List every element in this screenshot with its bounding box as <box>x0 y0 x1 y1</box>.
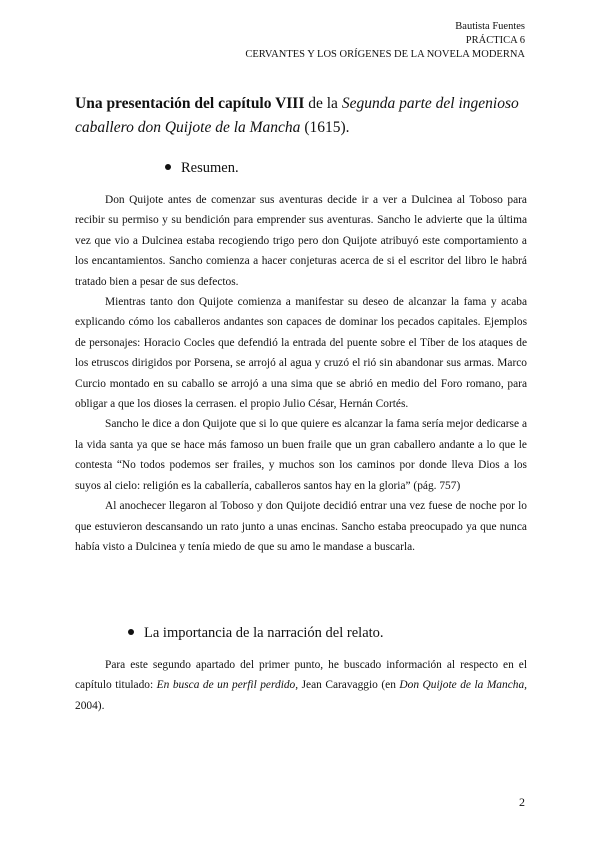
header-subject: CERVANTES Y LOS ORÍGENES DE LA NOVELA MODERNA <box>245 49 525 60</box>
paragraph: Don Quijote antes de comenzar sus aventuras decide ir a ver a Dulcinea al Toboso para recibir su permiso y su bendición para emprender sus aventuras. Sancho le advierte que la última vez que vio a Dulcinea estaba recogiendo trigo pero don Quijote atribuyó este comportamiento a los encantamientos. Sancho comienza a hacer conjeturas acerca de si el escritor del libro le habrá tratado bien a pesar de sus defectos. <box>75 194 527 288</box>
title-work: Segunda parte del ingenioso caballero don Quijote de la Mancha <box>75 95 519 136</box>
page-header <box>245 20 525 62</box>
section1-heading: Resumen. <box>181 160 239 176</box>
section-heading-resumen <box>165 160 239 177</box>
paragraph: Mientras tanto don Quijote comienza a manifestar su deseo de alcanzar la fama y acaba explicando cómo los caballeros andantes son capaces de dominar los pecados capitales. Ejemplos de personajes: Horacio Cocles que defendió la entrada del puente sobre el Tíber de los ataques de los etruscos dirigidos por Porsena, se arrojó al agua y cruzó el rió sin abandonar sus armas. Marco Curcio montado en su caballo se arrojó a una sima que se abrió en medio del Foro romano, para obligar a que los dioses la cerrasen. el propio Julio César, Hernán Cortés. <box>75 296 527 411</box>
title-bold: Una presentación del capítulo VIII <box>75 95 305 112</box>
bullet-icon <box>165 164 171 170</box>
section2-intro: Para este segundo apartado del primer punto, he buscado información al respecto en el capítulo titulado: <box>75 659 527 692</box>
header-author: Bautista Fuentes <box>455 21 525 32</box>
book-title: Don Quijote de la Mancha, <box>399 679 527 692</box>
paragraph <box>75 655 527 716</box>
section2-body <box>75 655 527 716</box>
paragraph: Al anochecer llegaron al Toboso y don Quijote decidió entrar una vez fuese de noche por lo que estuvieron descansando un rato junto a unas encinas. Sancho estaba preocupado ya que nunca había visto a Dulcinea y tenía miedo de que su amo le mandase a buscarla. <box>75 500 527 553</box>
bullet-icon <box>128 629 134 635</box>
title-connector: de la <box>304 95 342 112</box>
paragraph: Sancho le dice a don Quijote que si lo que quiere es alcanzar la fama sería mejor dedicarse a la vida santa ya que se hace más famoso un buen fraile que un gran caballero andante a lo que le contesta “No todos podemos ser frailes, y muchos son los caminos por donde lleva Dios a los suyos al cielo: religión es la caballería, caballeros santos hay en la gloria” (pág. 757) <box>75 418 527 492</box>
section1-body <box>75 190 527 557</box>
header-practice: PRÁCTICA 6 <box>465 35 525 46</box>
document-title <box>75 92 527 140</box>
section-heading-importancia <box>128 625 384 642</box>
book-year: 2004). <box>75 699 105 712</box>
title-year: (1615). <box>300 119 350 136</box>
page-number: 2 <box>519 795 525 809</box>
section2-heading: La importancia de la narración del relato. <box>144 625 384 641</box>
chapter-title: En busca de un perfil perdido <box>156 679 296 692</box>
author-ref: , Jean Caravaggio (en <box>295 679 400 692</box>
